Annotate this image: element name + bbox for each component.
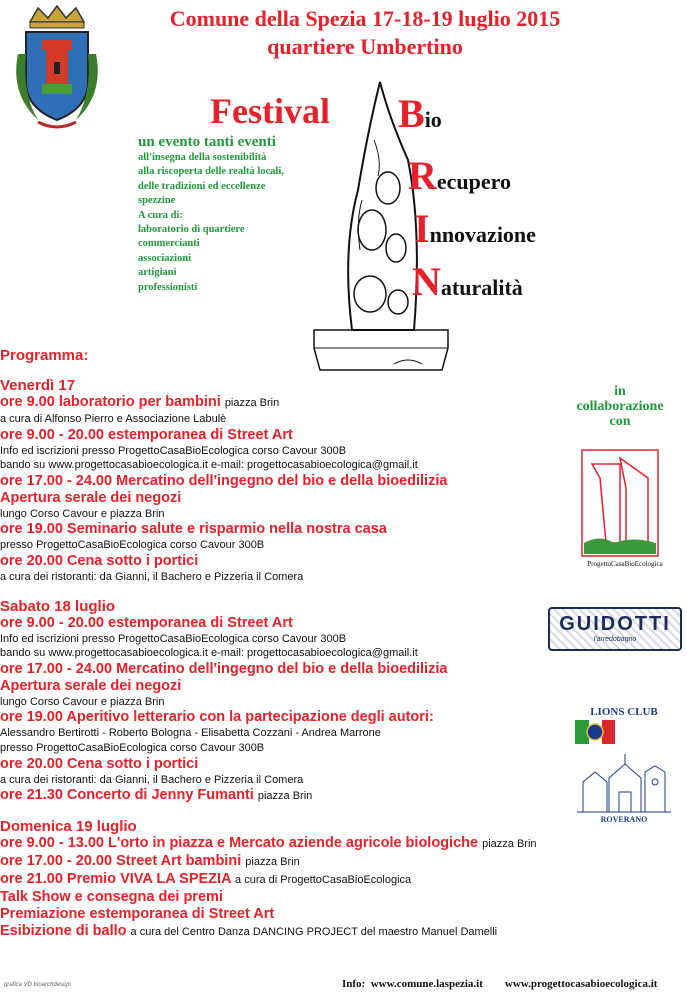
event-line: ore 20.00 Cena sotto i portici: [0, 552, 199, 569]
guidotti-name: GUIDOTTI: [559, 613, 671, 635]
event-note: Info ed iscrizioni presso ProgettoCasaBioEcologica corso Cavour 300B: [0, 444, 347, 457]
intro-line: associazioni: [138, 252, 192, 264]
event-note: a cura dei ristoranti: da Gianni, il Bachero e Pizzeria il Comera: [0, 773, 304, 786]
info-label: Info:: [342, 978, 366, 990]
intro-line: spezzine: [138, 195, 176, 207]
coat-of-arms-logo: [8, 4, 106, 134]
link-progettocasabioecologica[interactable]: www.progettocasabioecologica.it: [504, 978, 658, 990]
day-heading: Venerdì 17: [0, 377, 76, 394]
acronym-b: Bio: [398, 91, 442, 136]
intro-line: professionisti: [138, 281, 198, 293]
title-line-1: Comune della Spezia 17-18-19 luglio 2015: [169, 6, 561, 31]
event-line: ore 17.00 - 20.00 Street Art bambini piazza Brin: [0, 853, 300, 870]
day-heading: Sabato 18 luglio: [0, 597, 116, 615]
acronym-i: Innovazione: [414, 206, 536, 251]
guidotti-subtitle: l'arredobagno: [593, 636, 637, 643]
event-note: bando su www.progettocasabioecologica.it e-mail: progettocasabioecologica@gmail.it: [0, 647, 418, 660]
intro-line: commercianti: [138, 238, 200, 250]
day-heading: Domenica 19 luglio: [0, 818, 137, 836]
intro-lead: un evento tanti eventi: [138, 134, 276, 150]
event-note: Info ed iscrizioni presso ProgettoCasaBioEcologica corso Cavour 300B: [0, 632, 347, 645]
acronym-r: Recupero: [408, 153, 512, 198]
event-note: lungo Corso Cavour e piazza Brin: [0, 507, 165, 520]
link-comune[interactable]: www.comune.laspezia.it: [370, 978, 483, 990]
event-line: ore 21.00 Premio VIVA LA SPEZIA a cura di ProgettoCasaBioEcologica: [0, 871, 412, 888]
event-line: ore 9.00 - 20.00 estemporanea di Street Art: [0, 426, 293, 443]
collaboration-label: in collaborazione con: [576, 384, 664, 429]
event-note: a cura di Alfonso Pierro e Associazione Labulè: [0, 413, 227, 425]
event-line: Apertura serale dei negozi: [0, 677, 182, 694]
event-line: ore 17.00 - 24.00 Mercatino dell'ingegno del bio e della bioedilizia: [0, 472, 448, 489]
intro-line: laboratorio di quartiere: [138, 224, 245, 236]
event-note: presso ProgettoCasaBioEcologica corso Cavour 300B: [0, 741, 265, 754]
intro-line: alla riscoperta delle realtà locali,: [138, 166, 284, 178]
event-line: ore 19.00 Aperitivo letterario con la partecipazione degli autori:: [0, 709, 434, 726]
acronym-n: Naturalità: [412, 259, 523, 304]
roverano-label: ROVERANO: [600, 815, 648, 824]
event-line: ore 9.00 laboratorio per bambini piazza Brin: [0, 394, 280, 410]
event-line: Apertura serale dei negozi: [0, 489, 182, 506]
footer-info: [342, 978, 657, 990]
event-note: bando su www.progettocasabioecologica.it e-mail: progettocasabioecologica@gmail.it: [0, 459, 418, 472]
event-line: ore 17.00 - 24.00 Mercatino dell'ingegno del bio e della bioedilizia: [0, 660, 448, 677]
event-line: ore 20.00 Cena sotto i portici: [0, 755, 199, 772]
event-line: Premiazione estemporanea di Street Art: [0, 906, 275, 923]
program: [0, 347, 555, 941]
progettocasabioecologica-logo: [580, 448, 660, 558]
event-line: Esibizione di ballo a cura del Centro Danza DANCING PROJECT del maestro Manuel Damelli: [0, 923, 498, 940]
event-line: ore 9.00 - 20.00 estemporanea di Street Art: [0, 614, 293, 631]
intro-line: delle tradizioni ed eccellenze: [138, 180, 266, 192]
lions-club-flag-logo: [575, 720, 615, 744]
design-credit: grafica VD bioarchdesign: [4, 982, 72, 988]
intro-block: [138, 134, 338, 295]
lions-club-title: LIONS CLUB: [590, 706, 658, 718]
event-line: ore 19.00 Seminario salute e risparmio nella nostra casa: [0, 521, 387, 538]
intro-line: all'insegna della sostenibilità: [138, 152, 267, 163]
progettocasabioecologica-label: ProgettoCasaBioEcologica: [587, 560, 663, 568]
event-note: presso ProgettoCasaBioEcologica corso Cavour 300B: [0, 539, 265, 552]
program-title: Programma:: [0, 347, 89, 364]
event-note: Alessandro Bertirotti - Roberto Bologna - Elisabetta Cozzani - Andrea Marrone: [0, 727, 381, 740]
intro-line: A cura di:: [138, 209, 183, 221]
title-line-2: quartiere Umbertino: [267, 34, 463, 59]
intro-line: artigiani: [138, 267, 177, 279]
event-line: ore 9.00 - 13.00 L'orto in piazza e Mercato aziende agricole biologiche piazza Brin: [0, 835, 537, 852]
festival-title: Festival: [210, 91, 330, 131]
event-line: Talk Show e consegna dei premi: [0, 889, 223, 906]
event-note: lungo Corso Cavour e piazza Brin: [0, 695, 165, 708]
roverano-church-drawing: [575, 752, 673, 814]
event-line: ore 21.30 Concerto di Jenny Fumanti piazza Brin: [0, 787, 313, 804]
guidotti-logo: [548, 607, 682, 651]
event-note: a cura dei ristoranti: da Gianni, il Bachero e Pizzeria il Comera: [0, 570, 304, 583]
